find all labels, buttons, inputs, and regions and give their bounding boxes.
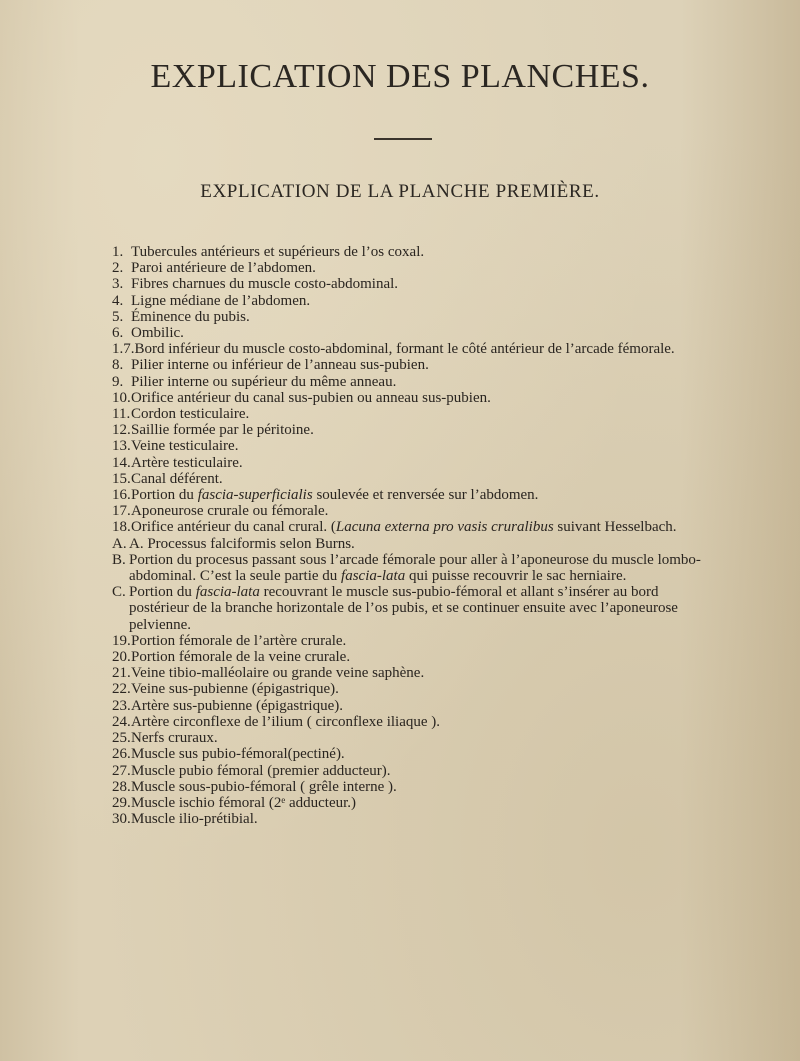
- legend-item-italic-term: fascia-lata: [341, 568, 406, 585]
- legend-item-number: 9.: [112, 373, 124, 390]
- legend-item-number: 3.: [112, 276, 124, 293]
- legend-item-number: 21.: [112, 665, 131, 682]
- legend-item: [112, 260, 702, 276]
- legend-item-number: 28.: [112, 778, 131, 795]
- legend-item: [112, 309, 702, 325]
- legend-item-number: 8.: [112, 357, 124, 374]
- legend-item-number: 1.: [112, 244, 124, 260]
- legend-item-number: 22.: [112, 681, 131, 698]
- legend-item: [112, 374, 702, 390]
- legend-item: [112, 552, 702, 584]
- legend-item-text-part: suivant Hesselbach.: [553, 519, 677, 536]
- legend-item-number: 24.: [112, 713, 131, 730]
- legend-item-text: [131, 519, 677, 535]
- legend-item-text: Veine tibio-malléolaire ou grande veine saphène.: [131, 665, 425, 682]
- legend-item-italic-term: fascia-lata: [195, 584, 260, 601]
- legend-item-number: 18.: [112, 519, 131, 536]
- page-title: EXPLICATION DES PLANCHES.: [150, 58, 650, 95]
- legend-item-number: 2.: [112, 260, 124, 277]
- legend-item: [112, 649, 702, 665]
- legend-item-text-part: soulevée et renversée sur l’abdomen.: [312, 487, 539, 504]
- legend-item-text: Cordon testiculaire.: [131, 406, 250, 423]
- legend-item-number: 19.: [112, 632, 131, 649]
- legend-item: [112, 714, 702, 730]
- legend-item-text: Fibres charnues du muscle costo-abdominal.: [131, 276, 399, 293]
- legend-item: [112, 244, 702, 260]
- legend-item-text: Muscle sous-pubio-fémoral ( grêle interne ).: [131, 778, 397, 795]
- legend-item: [112, 681, 702, 697]
- legend-item-text: Veine testiculaire.: [131, 438, 239, 455]
- legend-item: [112, 293, 702, 309]
- legend-item-number: 17.: [112, 503, 131, 520]
- legend-item: [112, 325, 702, 341]
- legend-item-number: 20.: [112, 649, 131, 666]
- legend-list: [112, 244, 702, 827]
- legend-item-text: Tubercules antérieurs et supérieurs de l’os coxal.: [131, 244, 425, 260]
- legend-item: [112, 438, 702, 454]
- legend-item-text: Pilier interne ou supérieur du même anneau.: [131, 373, 397, 390]
- legend-item-italic-term: fascia-superficialis: [197, 487, 313, 504]
- legend-item-text: [129, 552, 701, 584]
- legend-item-number: B.: [112, 551, 126, 568]
- legend-item-number: 16.: [112, 487, 131, 504]
- legend-item-number: 23.: [112, 697, 131, 714]
- legend-item-number: 25.: [112, 730, 131, 747]
- legend-item-text: [131, 487, 538, 503]
- legend-item: [112, 536, 702, 552]
- legend-item-number: 4.: [112, 292, 124, 309]
- legend-item-number: 13.: [112, 438, 131, 455]
- title-divider: [374, 138, 432, 140]
- legend-item-text: Pilier interne ou inférieur de l’anneau sus-pubien.: [131, 357, 429, 374]
- legend-item: [112, 746, 702, 762]
- legend-item-number: 5.: [112, 308, 124, 325]
- legend-item-text: [129, 584, 678, 632]
- legend-item-text-part: qui puisse recouvrir le sac herniaire.: [405, 568, 627, 585]
- legend-item-text: A. Processus falciformis selon Burns.: [129, 535, 355, 552]
- legend-item-number: A.: [112, 535, 127, 552]
- legend-item-number: 26.: [112, 746, 131, 763]
- legend-item: [112, 455, 702, 471]
- legend-item-text: Canal déférent.: [131, 470, 223, 487]
- legend-item-text: Éminence du pubis.: [131, 308, 250, 325]
- legend-item-text: Artère sus-pubienne (épigastrique).: [131, 697, 344, 714]
- legend-item-number: 30.: [112, 811, 131, 828]
- legend-item-text: Orifice antérieur du canal sus-pubien ou anneau sus-pubien.: [131, 389, 491, 406]
- legend-item: [112, 763, 702, 779]
- legend-item-text: Saillie formée par le péritoine.: [131, 422, 314, 439]
- legend-item-text-part: Portion du procesus passant sous l’arcade fémorale pour aller à l’aponeurose du muscle lombo-abdominal. C’est la seule partie du: [129, 551, 701, 585]
- legend-item: [112, 406, 702, 422]
- legend-item-number: 15.: [112, 470, 131, 487]
- legend-item-text-part: Orifice antérieur du canal crural. (: [131, 519, 336, 536]
- legend-item: [112, 665, 702, 681]
- legend-item-number: 12.: [112, 422, 131, 439]
- legend-item: [112, 795, 702, 811]
- legend-item: [112, 503, 702, 519]
- legend-item: [112, 422, 702, 438]
- legend-item-number: 14.: [112, 454, 131, 471]
- legend-item-number: 6.: [112, 325, 124, 342]
- legend-item-text: Veine sus-pubienne (épigastrique).: [131, 681, 339, 698]
- legend-item: [112, 633, 702, 649]
- legend-item-number: 1.7.: [112, 341, 135, 358]
- legend-item: [112, 584, 702, 633]
- legend-item-text: Artère testiculaire.: [131, 454, 243, 471]
- legend-item: [112, 341, 702, 357]
- legend-item-text: Portion fémorale de la veine crurale.: [131, 649, 351, 666]
- legend-item-number: C.: [112, 584, 126, 601]
- legend-item: [112, 779, 702, 795]
- legend-item: [112, 487, 702, 503]
- legend-item: [112, 471, 702, 487]
- legend-item-text: Ligne médiane de l’abdomen.: [131, 292, 311, 309]
- legend-item-text: Muscle ischio fémoral (2ᵉ adducteur.): [131, 794, 357, 811]
- legend-item-text-part: recouvrant le muscle sus-pubio-fémoral et allant s’insérer au bord postérieur de la branche horizontale de l’os pubis, et se continuer ensuite avec l’aponeurose pelvienne.: [129, 584, 678, 633]
- legend-item-text: Artère circonflexe de l’ilium ( circonflexe iliaque ).: [131, 713, 441, 730]
- legend-item-text: Bord inférieur du muscle costo-abdominal, formant le côté antérieur de l’arcade fémorale.: [134, 341, 675, 358]
- legend-item: [112, 730, 702, 746]
- legend-item-text: Paroi antérieure de l’abdomen.: [131, 260, 316, 277]
- legend-item: [112, 357, 702, 373]
- legend-item-text-part: Portion du: [131, 487, 198, 504]
- legend-item-text: Muscle ilio-prétibial.: [131, 811, 258, 828]
- legend-item-text: Portion fémorale de l’artère crurale.: [131, 632, 347, 649]
- legend-item-text-part: Portion du: [129, 584, 196, 601]
- legend-item-number: 11.: [112, 406, 131, 423]
- section-title: EXPLICATION DE LA PLANCHE PREMIÈRE.: [200, 181, 600, 202]
- legend-item: [112, 276, 702, 292]
- legend-item-text: Aponeurose crurale ou fémorale.: [131, 503, 329, 520]
- legend-item-italic-term: Lacuna externa pro vasis cruralibus: [335, 519, 554, 536]
- legend-item-text: Ombilic.: [131, 325, 184, 342]
- legend-item-text: Muscle sus pubio-fémoral(pectiné).: [131, 746, 345, 763]
- legend-item-number: 10.: [112, 389, 131, 406]
- legend-item-number: 27.: [112, 762, 131, 779]
- legend-item-text: Muscle pubio fémoral (premier adducteur).: [131, 762, 391, 779]
- legend-item-text: Nerfs cruraux.: [131, 730, 218, 747]
- legend-item-number: 29.: [112, 794, 131, 811]
- legend-item: [112, 811, 702, 827]
- legend-item: [112, 698, 702, 714]
- legend-item: [112, 519, 702, 535]
- legend-item: [112, 390, 702, 406]
